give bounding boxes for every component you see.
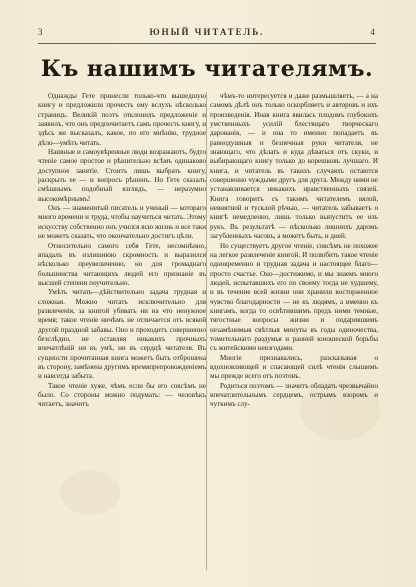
paragraph: Умѣть читать—дѣйствительно задача трудная и сложная. Можно читать исключительно для развлеченія, за книгой убивать ни на что ненужное время; такое чтеніе ничѣмъ не отличается отъ всякой другой праздной забавы. Оно и проходитъ совершенно безслѣдно, не оставляя никакихъ прочныхъ впечатлѣній ни въ умѣ, ни въ сердцѣ читателя. Въ сущности прочитанная книга можетъ быть отброшена въ сторону, замѣнена другимъ времяпрепровожденіемъ и навсегда забыта.	[38, 288, 206, 381]
paragraph: Многіе признавались, разсказывая о вдохновляющей и спасающей силѣ чтенія слышимъ мы прежде всего отъ поэтовъ.	[210, 353, 378, 381]
paragraph: Наивные и самоувѣренные люди возражаютъ, будто чтеніе самое простое и рѣшительно всѣмъ одинаково доступное занятіе. Стоитъ лишь выбрать книгу, раскрыть ее — и вопросъ рѣшенъ. Но Гете сказалъ смѣшнымъ подобный взглядъ, — неразумно высокомѣрнымъ!	[38, 148, 206, 203]
paragraph: Такое чтеніе хуже, чѣмъ если бы его совсѣмъ не было. Со стороны можно подумать: — человѣкъ читаетъ, значитъ	[38, 381, 206, 409]
paragraph: Относительно самого себя Гете, несомнѣнно, впадалъ въ излишнюю скромность и выразился нѣсколько преувеличенно, но для громаднаго большинства читающихъ людей его признаніе въ высшей степени поучительно.	[38, 241, 206, 287]
paragraph: Родиться поэтомъ — значитъ обладать чрезвычайно впечатлительнымъ сердцемъ, острымъ взоромъ и чуткимъ слу-	[210, 381, 378, 409]
running-head	[38, 27, 376, 41]
header-rule	[38, 43, 376, 44]
paragraph: Но существуетъ другое чтеніе, совсѣмъ не похожее на легкое развлеченіе книгой. И полюбить такое чтеніе одновременно и трудная задача и настоящее благо—просто счастье. Оно—достижимо, и мы знаемъ много людей, испытавшихъ его по своему тогда не худшему, и въ течение всей жизни они хранили восторженное чувство благодарности — не къ людямъ, а именно къ книгамъ, когда то освѣтившимъ предъ ними темные, тягостные вопросы жизни и подарившимъ незамѣнимыя свѣтлыя минуты въ годы одиночества, томительнаго раздумья и ранней юношеской борьбы съ житейскими невзгодами.	[210, 241, 378, 353]
journal-title: ЮНЫЙ ЧИТАТЕЛЬ.	[149, 27, 265, 37]
right-page-number: 4	[370, 27, 376, 37]
column-divider	[206, 92, 207, 570]
right-column	[210, 92, 378, 570]
left-page-number: 3	[38, 27, 44, 37]
paragraph: чѣмъ-то интересуется и даже размышляетъ, — а на самомъ дѣлѣ онъ только оскорбляетъ и авторовъ и ихъ произведенія. Иная книга явилась плодомъ глубокихъ умственныхъ усилій блестящаго творческаго дарованія, — и она то именно попадаетъ въ равнодушныя и безпечныя руки читателя, не знающаго, что дѣлать и куда дѣваться отъ скуки, и выбирающаго книгу только до корешковъ лучшаго. И книга, и читатель въ такихъ случаяхъ остаются совершенно чуждыми другъ для друга. Между ними не устанавливается никакихъ нравственныхъ связей. Книга говоритъ съ такимъ читателемъ вялой, невнятной и тусклой рѣчью, — читатель забываетъ о книгѣ немедленно, лишь только выпуститъ ее изъ рукъ. Въ результатѣ — нѣсколько лишнихъ даромъ загубленныхъ часовъ, а можетъ быть, и дней.	[210, 92, 378, 241]
paragraph: Онъ — знаменитый писатель и ученый — котораго много времени и труда, чтобы научиться читать. Этому искусству собственно онъ учился всю жизнь и все таки не можетъ сказать, что окончательно достигъ цѣли.	[38, 204, 206, 241]
section-title: Къ нашимъ читателямъ.	[40, 56, 374, 82]
left-column	[38, 92, 206, 570]
paragraph: Однажды Гете принесли только-что вышедшую книгу и предложили прочесть ему вслухъ нѣсколько страницъ. Великій поэтъ отклонилъ предложеніе и заявилъ, что онъ предпочитаетъ самъ прочесть книгу, и здѣсь же высказалъ, какое, по его мнѣнію, трудное дѣло—умѣть читать.	[38, 92, 206, 147]
